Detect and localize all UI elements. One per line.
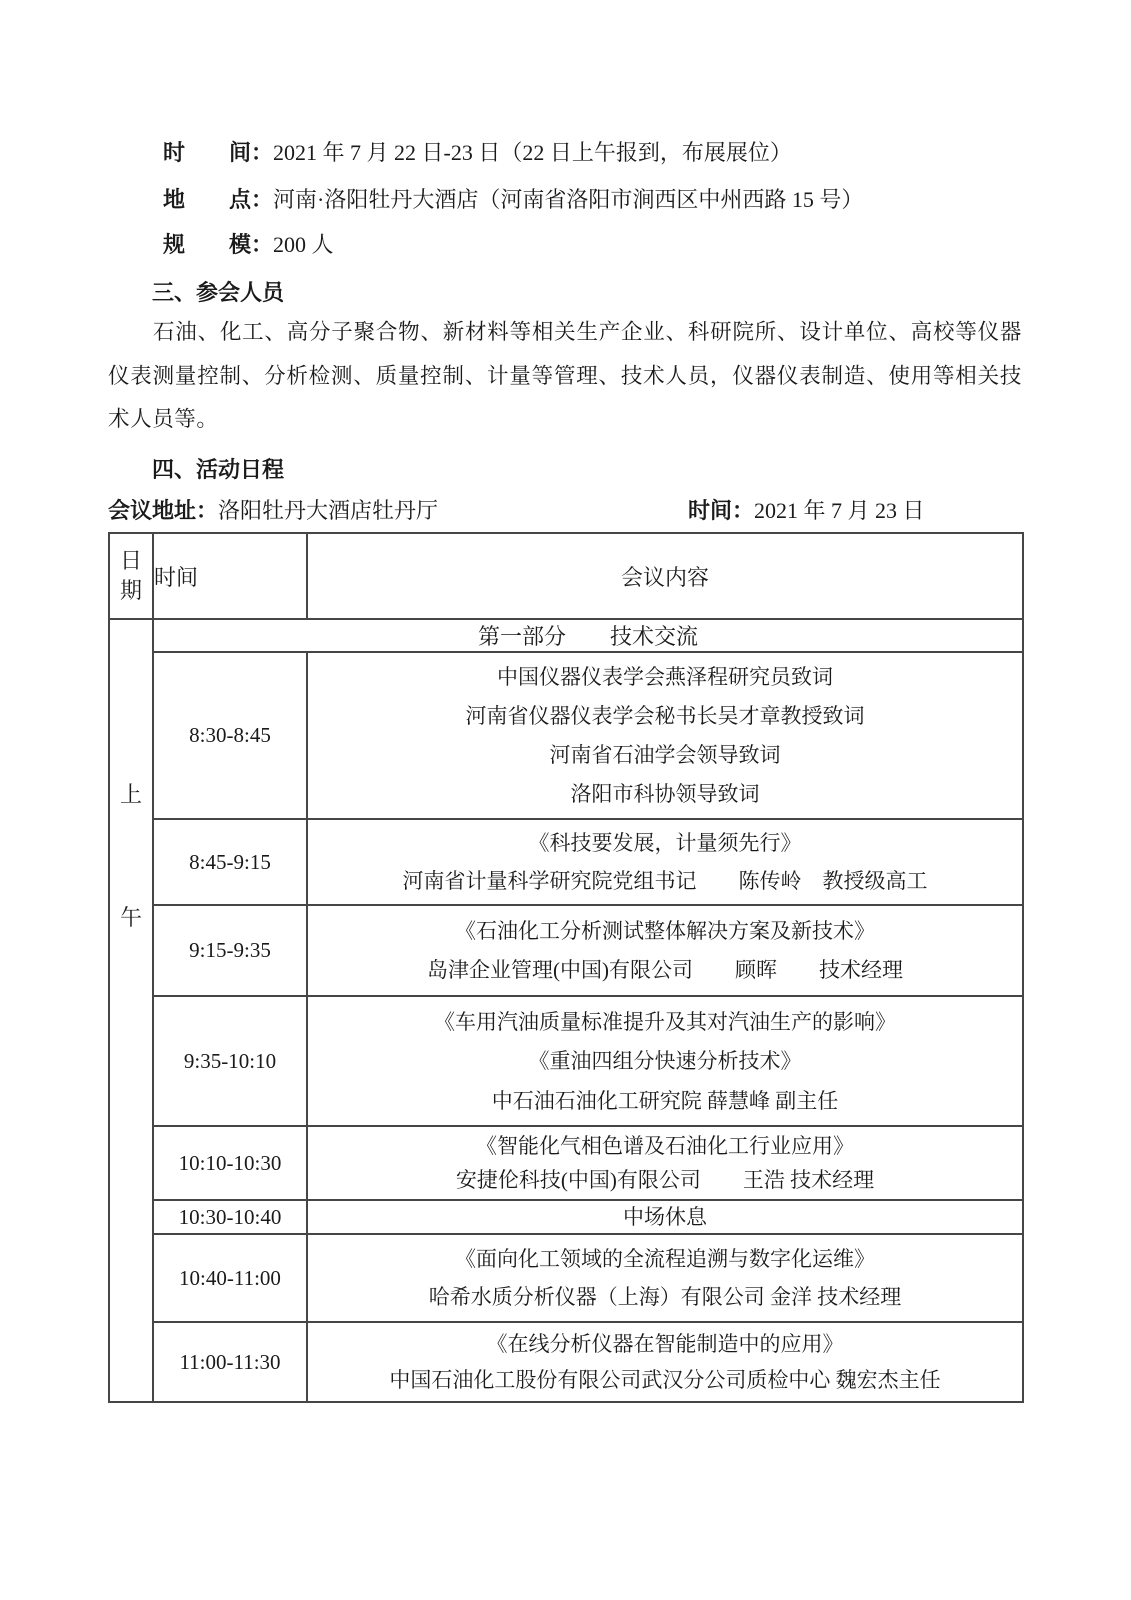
table-header-date [109,533,153,619]
schedule-table [108,532,1024,1403]
info-location-line [163,188,863,212]
section-heading-agenda: 四、活动日程 [152,457,285,482]
info-scale-value: 200 人 [273,232,334,257]
participants-paragraph: 石油、化工、高分子聚合物、新材料等相关生产企业、科研院所、设计单位、高校等仪器仪表测量控制、分析检测、质量控制、计量等管理、技术人员，仪器仪表制造、使用等相关技术人员等。 [108,320,1022,431]
content-cell [307,1126,1023,1200]
meeting-date [688,499,925,523]
content-line: 中国仪器仪表学会燕泽程研究员致词 [497,665,833,689]
content-line: 哈希水质分析仪器（上海）有限公司 金洋 技术经理 [428,1285,902,1310]
section-heading-participants: 三、参会人员 [152,280,285,305]
time-cell: 9:35-10:10 [153,996,307,1126]
content-line: 河南省计量科学研究院党组书记 陈传岭 教授级高工 [402,869,928,893]
schedule-row [109,652,1023,819]
table-header-time: 时间 [153,533,307,619]
time-cell: 8:45-9:15 [153,819,307,905]
date-value: 2021 年 7 月 23 日 [754,498,925,523]
schedule-row [109,1322,1023,1402]
time-cell: 9:15-9:35 [153,905,307,996]
content-cell [307,652,1023,819]
address-value: 洛阳牡丹大酒店牡丹厅 [218,498,439,523]
schedule-row [109,819,1023,905]
content-cell [307,996,1023,1126]
schedule-row [109,1200,1023,1234]
content-line: 中石油石油化工研究院 薛慧峰 副主任 [491,1088,839,1113]
content-line: 《重油四组分快速分析技术》 [528,1049,802,1073]
schedule-row [109,905,1023,996]
content-line: 河南省石油学会领导致词 [549,743,781,767]
date-period-char2: 午 [119,905,142,930]
content-line: 《面向化工领域的全流程追溯与数字化运维》 [455,1246,875,1271]
time-cell: 11:00-11:30 [153,1322,307,1402]
meeting-address-line [108,499,1022,523]
schedule-row [109,996,1023,1126]
content-line: 《车用汽油质量标准提升及其对汽油生产的影响》 [434,1009,896,1034]
time-cell: 10:40-11:00 [153,1234,307,1322]
date-period-cell [109,619,153,1402]
content-line: 洛阳市科协领导致词 [570,782,760,806]
info-location-label: 地 点： [163,187,274,212]
content-line: 《科技要发展，计量须先行》 [528,831,802,855]
date-period-char1: 上 [119,782,142,807]
content-cell [307,1200,1023,1234]
content-cell [307,819,1023,905]
info-time-label: 时 间： [163,140,274,165]
schedule-row [109,1234,1023,1322]
content-line: 岛津企业管理(中国)有限公司 顾晖 技术经理 [427,958,903,983]
info-time-value: 2021 年 7 月 22 日-23 日（22 日上午报到，布展展位） [273,140,792,165]
content-cell [307,1322,1023,1402]
part1-banner: 第一部分 技术交流 [153,619,1023,652]
info-time-line [163,141,792,165]
table-header-date-char1: 日 [119,548,142,573]
address-label: 会议地址： [108,498,219,523]
time-cell: 10:10-10:30 [153,1126,307,1200]
info-scale-label: 规 模： [163,232,274,257]
content-cell [307,1234,1023,1322]
schedule-row [109,1126,1023,1200]
date-label: 时间： [688,498,755,523]
content-line: 中场休息 [623,1205,707,1229]
info-location-value: 河南·洛阳牡丹大酒店（河南省洛阳市涧西区中州西路 15 号） [273,187,864,212]
content-cell [307,905,1023,996]
table-header-content: 会议内容 [307,533,1023,619]
content-line: 《智能化气相色谱及石油化工行业应用》 [476,1134,854,1158]
time-cell: 10:30-10:40 [153,1200,307,1234]
content-line: 中国石油化工股份有限公司武汉分公司质检中心 魏宏杰主任 [389,1368,941,1392]
content-line: 安捷伦科技(中国)有限公司 王浩 技术经理 [455,1168,875,1192]
info-scale-line [163,233,334,257]
content-line: 河南省仪器仪表学会秘书长吴才章教授致词 [465,704,865,728]
table-header-date-char2: 期 [119,578,142,603]
time-cell: 8:30-8:45 [153,652,307,819]
content-line: 《在线分析仪器在智能制造中的应用》 [486,1332,844,1356]
content-line: 《石油化工分析测试整体解决方案及新技术》 [455,918,875,943]
